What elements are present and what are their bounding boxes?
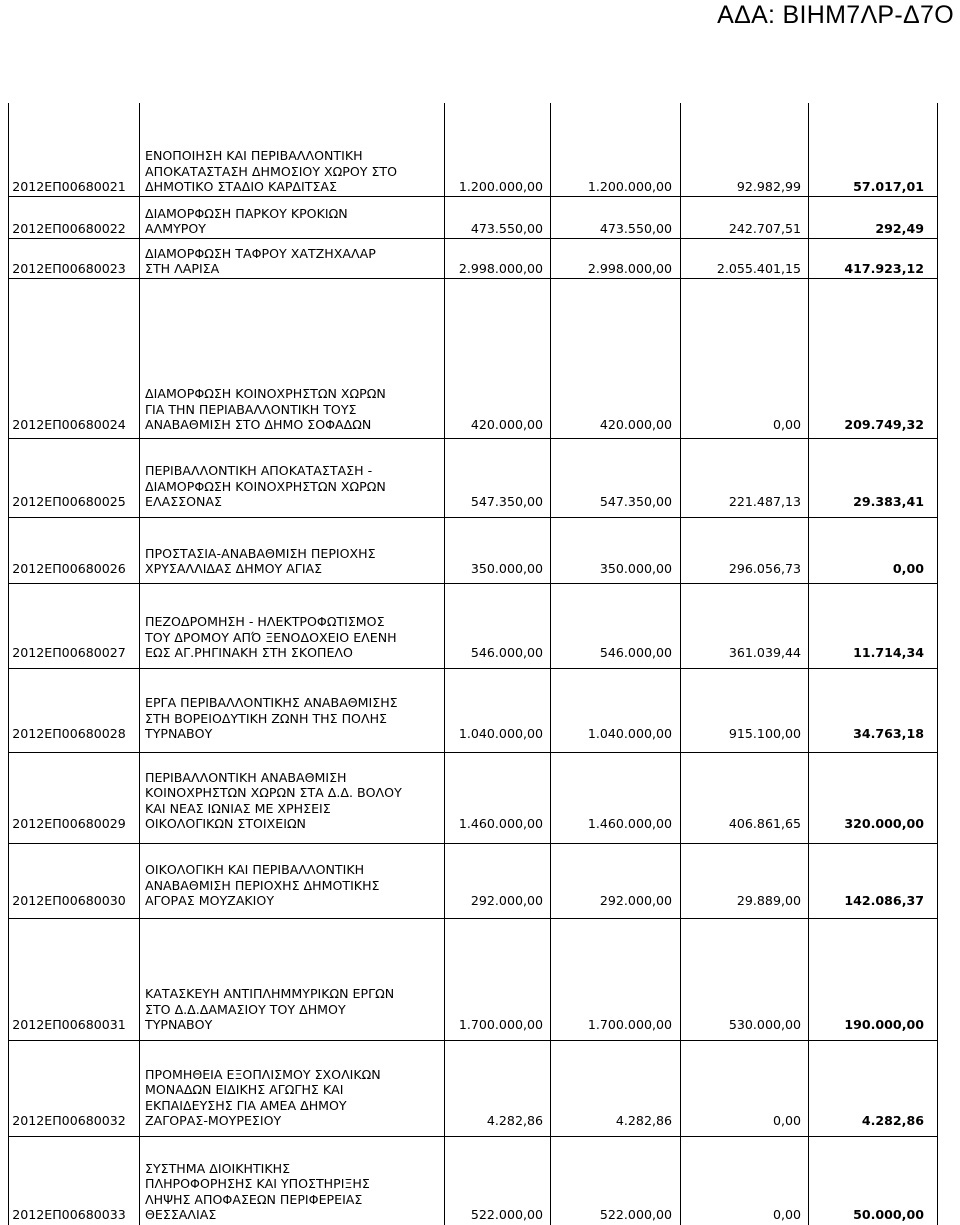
description-line: ΕΝΟΠΟΙΗΣΗ ΚΑΙ ΠΕΡΙΒΑΛΛΟΝΤΙΚΗ	[145, 148, 363, 164]
project-description	[145, 246, 445, 277]
approved-amount: 2.998.000,00	[587, 261, 672, 277]
description-line: ΣΥΣΤΗΜΑ ΔΙΟΙΚΗΤΙΚΗΣ	[145, 1160, 291, 1176]
budget-amount: 1.040.000,00	[458, 726, 543, 742]
description-line: ΔΙΑΜΟΡΦΩΣΗ ΚΟΙΝΟΧΡΗΣΤΩΝ ΧΩΡΩΝ	[145, 386, 386, 402]
project-code: 2012ΕΠ00680027	[12, 645, 126, 661]
project-code: 2012ΕΠ00680028	[12, 726, 126, 742]
remaining-amount: 417.923,12	[844, 261, 924, 277]
approved-amount: 350.000,00	[599, 561, 672, 577]
description-line: ΚΑΙ ΝΕΑΣ ΙΩΝΙΑΣ ΜΕ ΧΡΗΣΕΙΣ	[145, 800, 331, 816]
table-row	[0, 237, 937, 277]
project-description	[145, 463, 445, 510]
project-code: 2012ΕΠ00680029	[12, 816, 126, 832]
ada-header: ΑΔΑ: ΒΙΗΜ7ΛΡ-Δ7Ο	[717, 1, 954, 29]
project-code: 2012ΕΠ00680021	[12, 179, 126, 195]
project-description	[145, 1161, 445, 1223]
paid-amount: 296.056,73	[728, 561, 801, 577]
project-code: 2012ΕΠ00680023	[12, 261, 126, 277]
remaining-amount: 50.000,00	[853, 1207, 924, 1223]
description-line: ΠΛΗΡΟΦΟΡΗΣΗΣ ΚΑΙ ΥΠΟΣΤΗΡΙΞΗΣ	[145, 1176, 370, 1192]
paid-amount: 2.055.401,15	[716, 261, 801, 277]
project-description	[145, 386, 445, 433]
description-line: ΘΕΣΣΑΛΙΑΣ	[145, 1207, 217, 1223]
description-line: ΛΗΨΗΣ ΑΠΟΦΑΣΕΩΝ ΠΕΡΙΦΕΡΕΙΑΣ	[145, 1191, 363, 1207]
project-code: 2012ΕΠ00680024	[12, 417, 126, 433]
remaining-amount: 209.749,32	[844, 417, 924, 433]
description-line: ΤΥΡΝΑΒΟΥ	[145, 1017, 213, 1033]
budget-amount: 1.460.000,00	[458, 816, 543, 832]
paid-amount: 0,00	[772, 1113, 801, 1129]
approved-amount: 1.200.000,00	[587, 179, 672, 195]
project-code: 2012ΕΠ00680031	[12, 1017, 126, 1033]
project-code: 2012ΕΠ00680025	[12, 494, 126, 510]
project-description	[145, 148, 445, 195]
description-line: ΖΑΓΟΡΑΣ-ΜΟΥΡΕΣΙΟΥ	[145, 1113, 282, 1129]
description-line: ΑΠΟΚΑΤΑΣΤΑΣΗ ΔΗΜΟΣΙΟΥ ΧΩΡΟΥ ΣΤΟ	[145, 163, 398, 179]
description-line: ΣΤΟ Δ.Δ.ΔΑΜΑΣΙΟΥ ΤΟΥ ΔΗΜΟΥ	[145, 1001, 346, 1017]
description-line: ΕΛΑΣΣΟΝΑΣ	[145, 494, 223, 510]
remaining-amount: 11.714,34	[853, 645, 924, 661]
budget-amount: 292.000,00	[470, 893, 543, 909]
approved-amount: 522.000,00	[599, 1207, 672, 1223]
table-row	[0, 433, 937, 510]
approved-amount: 547.350,00	[599, 494, 672, 510]
paid-amount: 221.487,13	[728, 494, 801, 510]
table-row	[0, 103, 937, 195]
description-line: ΕΡΓΑ ΠΕΡΙΒΑΛΛΟΝΤΙΚΗΣ ΑΝΑΒΑΘΜΙΣΗΣ	[145, 695, 398, 711]
description-line: ΔΙΑΜΟΡΦΩΣΗ ΠΑΡΚΟΥ ΚΡΟΚΙΩΝ	[145, 205, 348, 221]
approved-amount: 1.040.000,00	[587, 726, 672, 742]
project-code: 2012ΕΠ00680032	[12, 1113, 126, 1129]
paid-amount: 915.100,00	[728, 726, 801, 742]
project-code: 2012ΕΠ00680022	[12, 221, 126, 237]
remaining-amount: 57.017,01	[853, 179, 924, 195]
budget-amount: 522.000,00	[470, 1207, 543, 1223]
project-description	[145, 695, 445, 742]
approved-amount: 4.282,86	[615, 1113, 672, 1129]
project-code: 2012ΕΠ00680030	[12, 893, 126, 909]
paid-amount: 29.889,00	[736, 893, 801, 909]
approved-amount: 546.000,00	[599, 645, 672, 661]
description-line: ΤΟΥ ΔΡΟΜΟΥ ΑΠΌ ΞΕΝΟΔΟΧΕΙΟ ΕΛΕΝΗ	[145, 629, 397, 645]
budget-amount: 1.700.000,00	[458, 1017, 543, 1033]
budget-amount: 4.282,86	[486, 1113, 543, 1129]
description-line: ΚΑΤΑΣΚΕΥΗ ΑΝΤΙΠΛΗΜΜΥΡΙΚΩΝ ΕΡΓΩΝ	[145, 986, 395, 1002]
description-line: ΠΕΡΙΒΑΛΛΟΝΤΙΚΗ ΑΝΑΒΑΘΜΙΣΗ	[145, 769, 347, 785]
table-row	[0, 577, 937, 661]
description-line: ΜΟΝΑΔΩΝ ΕΙΔΙΚΗΣ ΑΓΩΓΗΣ ΚΑΙ	[145, 1082, 344, 1098]
project-code: 2012ΕΠ00680026	[12, 561, 126, 577]
budget-amount: 420.000,00	[470, 417, 543, 433]
remaining-amount: 142.086,37	[844, 893, 924, 909]
budget-amount: 546.000,00	[470, 645, 543, 661]
paid-amount: 242.707,51	[728, 221, 801, 237]
description-line: ΠΡΟΜΗΘΕΙΑ ΕΞΟΠΛΙΣΜΟΥ ΣΧΟΛΙΚΩΝ	[145, 1066, 381, 1082]
table-row	[0, 277, 937, 433]
table-row	[0, 909, 937, 1033]
description-line: ΔΙΑΜΟΡΦΩΣΗ ΚΟΙΝΟΧΡΗΣΤΩΝ ΧΩΡΩΝ	[145, 478, 386, 494]
paid-amount: 406.861,65	[728, 816, 801, 832]
paid-amount: 0,00	[772, 1207, 801, 1223]
approved-amount: 1.460.000,00	[587, 816, 672, 832]
table-row	[0, 1129, 937, 1223]
budget-amount: 350.000,00	[470, 561, 543, 577]
description-line: ΧΡΥΣΑΛΛΙΔΑΣ ΔΗΜΟΥ ΑΓΙΑΣ	[145, 561, 323, 577]
description-line: ΟΙΚΟΛΟΓΙΚΗ ΚΑΙ ΠΕΡΙΒΑΛΛΟΝΤΙΚΗ	[145, 862, 365, 878]
description-line: ΠΕΡΙΒΑΛΛΟΝΤΙΚΗ ΑΠΟΚΑΤΑΣΤΑΣΗ -	[145, 463, 373, 479]
description-line: ΑΓΟΡΑΣ ΜΟΥΖΑΚΙΟΥ	[145, 893, 275, 909]
description-line: ΑΛΜΥΡΟΥ	[145, 221, 206, 237]
description-line: ΠΕΖΟΔΡΟΜΗΣΗ - ΗΛΕΚΤΡΟΦΩΤΙΣΜΟΣ	[145, 614, 385, 630]
budget-amount: 547.350,00	[470, 494, 543, 510]
budget-amount: 473.550,00	[470, 221, 543, 237]
table-row	[0, 832, 937, 909]
description-line: ΓΙΑ ΤΗΝ ΠΕΡΙΑΒΑΛΛΟΝΤΙΚΗ ΤΟΥΣ	[145, 401, 357, 417]
approved-amount: 292.000,00	[599, 893, 672, 909]
remaining-amount: 292,49	[875, 221, 924, 237]
table-row	[0, 1033, 937, 1129]
project-description	[145, 986, 445, 1033]
description-line: ΚΟΙΝΟΧΡΗΣΤΩΝ ΧΩΡΩΝ ΣΤΑ Δ.Δ. ΒΟΛΟΥ	[145, 785, 402, 801]
remaining-amount: 320.000,00	[844, 816, 924, 832]
remaining-amount: 190.000,00	[844, 1017, 924, 1033]
approved-amount: 420.000,00	[599, 417, 672, 433]
description-line: ΑΝΑΒΑΘΜΙΣΗ ΣΤΟ ΔΗΜΟ ΣΟΦΑΔΩΝ	[145, 417, 372, 433]
project-description	[145, 546, 445, 577]
budget-amount: 1.200.000,00	[458, 179, 543, 195]
remaining-amount: 0,00	[892, 561, 924, 577]
project-description	[145, 614, 445, 661]
approved-amount: 473.550,00	[599, 221, 672, 237]
project-description	[145, 770, 445, 832]
description-line: ΟΙΚΟΛΟΓΙΚΩΝ ΣΤΟΙΧΕΙΩΝ	[145, 816, 306, 832]
paid-amount: 530.000,00	[728, 1017, 801, 1033]
description-line: ΠΡΟΣΤΑΣΙΑ-ΑΝΑΒΑΘΜΙΣΗ ΠΕΡΙΟΧΗΣ	[145, 545, 376, 561]
table-row	[0, 742, 937, 832]
table-row	[0, 510, 937, 577]
paid-amount: 92.982,99	[736, 179, 801, 195]
remaining-amount: 4.282,86	[861, 1113, 924, 1129]
description-line: ΑΝΑΒΑΘΜΙΣΗ ΠΕΡΙΟΧΗΣ ΔΗΜΟΤΙΚΗΣ	[145, 877, 380, 893]
project-code: 2012ΕΠ00680033	[12, 1207, 126, 1223]
project-description	[145, 1067, 445, 1129]
description-line: ΔΙΑΜΟΡΦΩΣΗ ΤΑΦΡΟΥ ΧΑΤΖΗΧΑΛΑΡ	[145, 245, 376, 261]
budget-amount: 2.998.000,00	[458, 261, 543, 277]
project-description	[145, 862, 445, 909]
column-divider	[937, 103, 938, 1225]
description-line: ΣΤΗ ΒΟΡΕΙΟΔΥΤΙΚΗ ΖΩΝΗ ΤΗΣ ΠΟΛΗΣ	[145, 710, 387, 726]
description-line: ΕΩΣ ΑΓ.ΡΗΓΙΝΑΚΗ ΣΤΗ ΣΚΟΠΕΛΟ	[145, 645, 353, 661]
paid-amount: 0,00	[772, 417, 801, 433]
description-line: ΤΥΡΝΑΒΟΥ	[145, 726, 213, 742]
remaining-amount: 34.763,18	[853, 726, 924, 742]
remaining-amount: 29.383,41	[853, 494, 924, 510]
approved-amount: 1.700.000,00	[587, 1017, 672, 1033]
description-line: ΣΤΗ ΛΑΡΙΣΑ	[145, 261, 220, 277]
project-description	[145, 206, 445, 237]
table-row	[0, 661, 937, 742]
description-line: ΔΗΜΟΤΙΚΟ ΣΤΑΔΙΟ ΚΑΡΔΙΤΣΑΣ	[145, 179, 337, 195]
description-line: ΕΚΠΑΙΔΕΥΣΗΣ ΓΙΑ ΑΜΕΑ ΔΗΜΟΥ	[145, 1097, 347, 1113]
table-row	[0, 195, 937, 237]
paid-amount: 361.039,44	[728, 645, 801, 661]
